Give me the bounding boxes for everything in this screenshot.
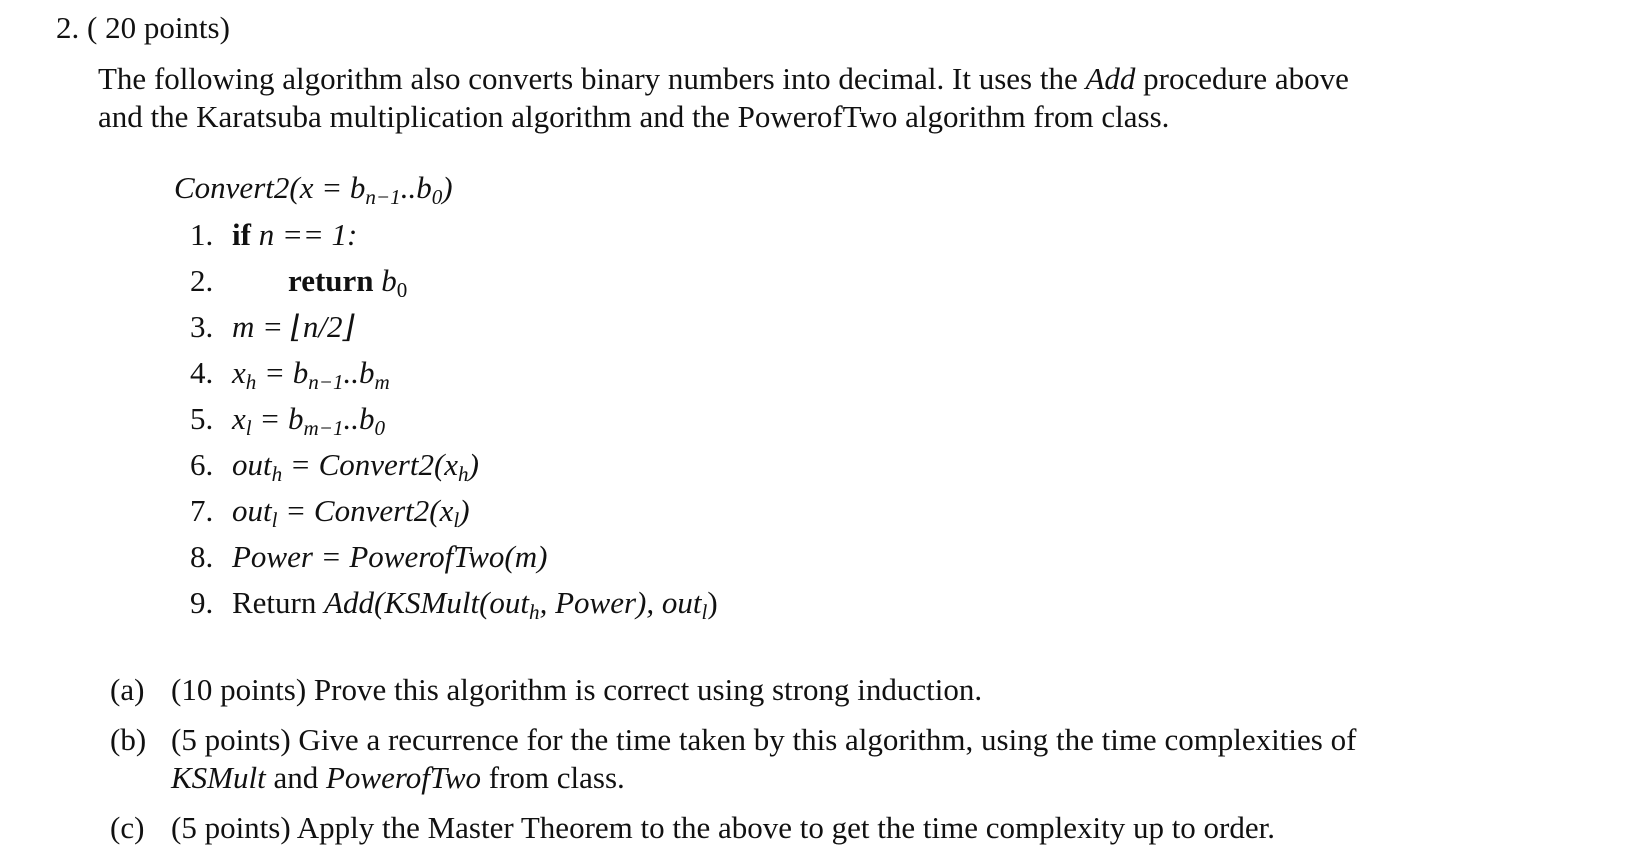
- step-9-body: [232, 585, 718, 624]
- step-9-b: , Power), out: [539, 585, 702, 620]
- step-5-c-sub: 0: [374, 415, 386, 440]
- sig-sub1: n−1: [365, 184, 401, 209]
- step-4-a: x: [232, 355, 246, 390]
- problem-number: 2.: [56, 10, 80, 45]
- step-number: 7.: [190, 493, 214, 528]
- poweroftwo-term: PowerofTwo: [326, 760, 482, 795]
- step-number: 8.: [190, 539, 214, 574]
- part-a-label: (a): [110, 672, 145, 707]
- keyword-if: if: [232, 217, 251, 252]
- intro-text-a: The following algorithm also converts binary numbers into decimal. It uses the: [98, 61, 1086, 96]
- step-7-a: out: [232, 493, 272, 528]
- problem-points: ( 20 points): [87, 10, 230, 45]
- step-3-body: m = ⌊n/2⌋: [232, 309, 355, 344]
- step-9-c: ): [707, 585, 718, 620]
- step-5-b-sub: m−1: [303, 415, 344, 440]
- step-2-value: b: [373, 263, 397, 298]
- step-number: 6.: [190, 447, 214, 482]
- step-5-c: ..b: [343, 401, 375, 436]
- step-number: 4.: [190, 355, 214, 390]
- and-word: and: [265, 760, 326, 795]
- problem-heading: [56, 12, 230, 43]
- step-9-b-sub: l: [701, 599, 708, 624]
- step-number: 9.: [190, 585, 214, 620]
- sig-mid: ..b: [400, 170, 432, 205]
- step-1-cond: n == 1:: [250, 217, 358, 252]
- part-b-line2: [171, 762, 625, 793]
- step-4-b: = b: [256, 355, 309, 390]
- algorithm-name: Convert2: [174, 170, 290, 205]
- from-class-text: from class.: [481, 760, 625, 795]
- step-4-c: ..b: [343, 355, 375, 390]
- sig-args: (x = b: [289, 170, 366, 205]
- step-7-body: [232, 493, 470, 532]
- step-6-c: ): [468, 447, 479, 482]
- step-4-b-sub: n−1: [308, 369, 344, 394]
- intro-text-b: procedure above: [1135, 61, 1349, 96]
- step-7-b-sub: l: [453, 507, 460, 532]
- step-4-a-sub: h: [245, 369, 257, 394]
- algorithm-signature: [174, 170, 453, 209]
- step-number: 1.: [190, 217, 214, 252]
- part-a-text: (10 points) Prove this algorithm is correct using strong induction.: [171, 672, 983, 707]
- step-2-sub: 0: [396, 277, 408, 302]
- step-5-a: x: [232, 401, 246, 436]
- step-7-b: = Convert2(x: [277, 493, 454, 528]
- step-5-body: [232, 401, 386, 440]
- step-9-a: Add(KSMult(out: [324, 585, 530, 620]
- ksmult-term: KSMult: [171, 760, 266, 795]
- step-7-a-sub: l: [271, 507, 278, 532]
- step-8-body: Power = PowerofTwo(m): [232, 539, 548, 574]
- step-1-body: [232, 219, 357, 250]
- step-2-body: [288, 263, 408, 302]
- step-7-c: ): [459, 493, 470, 528]
- step-4-body: [232, 355, 390, 394]
- step-number: 5.: [190, 401, 214, 436]
- step-6-b: = Convert2(x: [282, 447, 459, 482]
- keyword-return: return: [288, 263, 374, 298]
- step-6-a: out: [232, 447, 272, 482]
- sig-sub2: 0: [431, 184, 443, 209]
- step-number: 3.: [190, 309, 214, 344]
- part-c-text: (5 points) Apply the Master Theorem to the above to get the time complexity up to order.: [171, 810, 1275, 845]
- part-c-label: (c): [110, 810, 145, 845]
- part-b-line1: (5 points) Give a recurrence for the time taken by this algorithm, using the time complexities of: [171, 722, 1357, 757]
- step-5-a-sub: l: [245, 415, 252, 440]
- intro-add-word: Add: [1085, 61, 1136, 96]
- step-5-b: = b: [251, 401, 304, 436]
- step-number: 2.: [190, 263, 214, 298]
- step-6-a-sub: h: [271, 461, 283, 486]
- sig-close: ): [442, 170, 453, 205]
- intro-line-2: and the Karatsuba multiplication algorithm and the PowerofTwo algorithm from class.: [98, 99, 1170, 134]
- step-9-a-sub: h: [529, 599, 540, 624]
- step-6-b-sub: h: [458, 461, 469, 486]
- step-4-c-sub: m: [374, 369, 390, 394]
- intro-line-1: [98, 63, 1349, 94]
- part-b-label: (b): [110, 722, 147, 757]
- step-9-return: Return: [232, 585, 325, 620]
- step-6-body: [232, 447, 479, 486]
